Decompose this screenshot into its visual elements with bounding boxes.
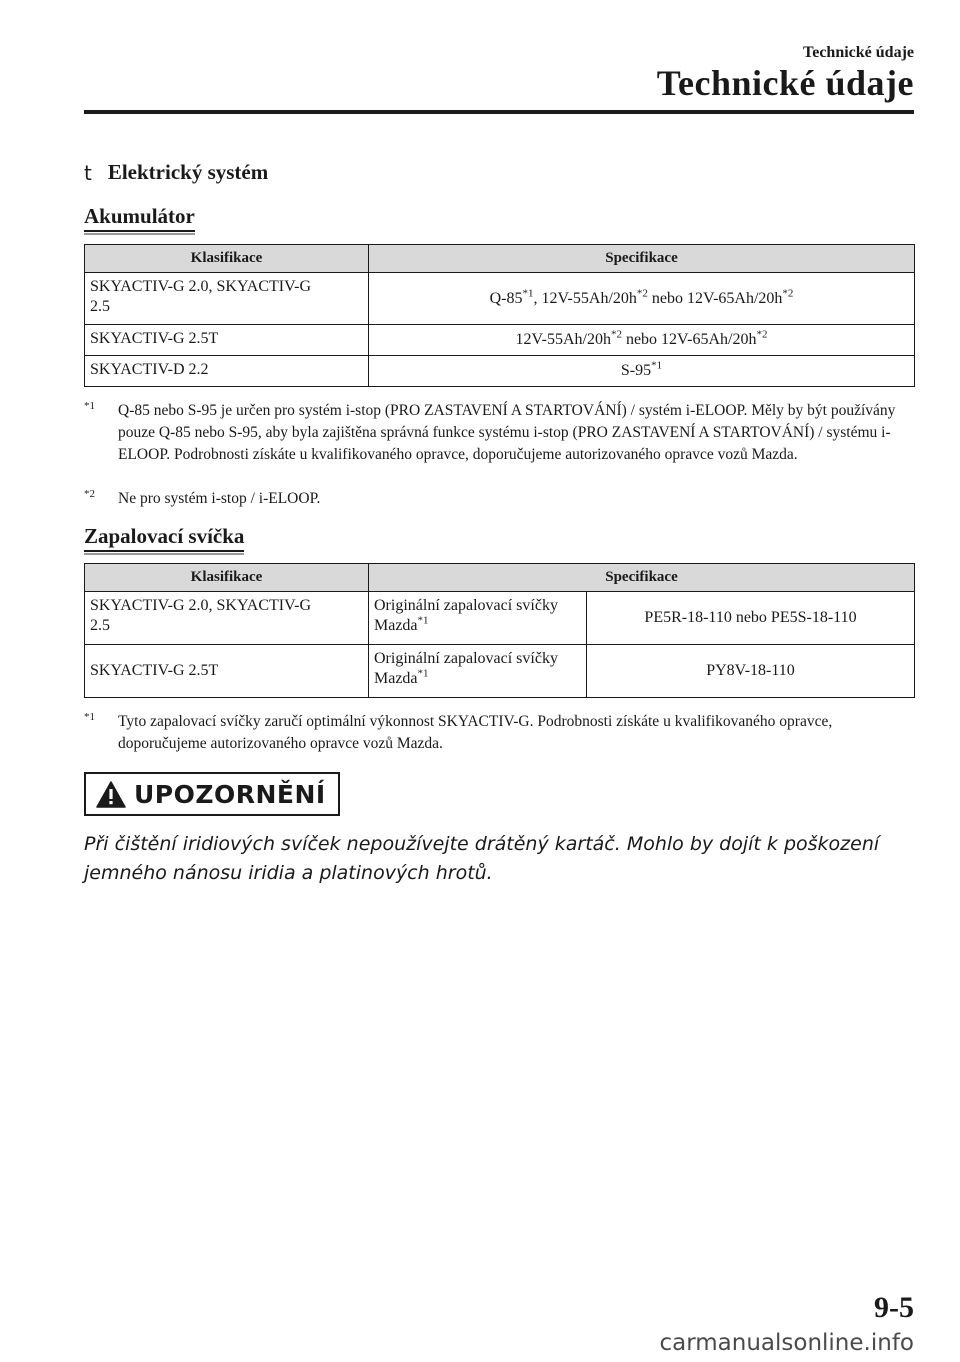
section-heading: [84, 160, 268, 185]
column-header-classification: Klasifikace: [85, 564, 369, 592]
footnote-mark: *1: [84, 710, 95, 723]
specification-cell: S-95$^{*1}$: [369, 356, 915, 387]
warning-triangle-icon: [96, 781, 126, 808]
battery-heading: Akumulátor: [84, 204, 195, 232]
footnote-mark: *2: [84, 487, 95, 500]
plug-type-cell: Originální zapalovací svíčky Mazda$^{*1}$: [369, 592, 587, 645]
caution-text: Při čištění iridiových svíček nepoužívejte drátěný kartáč. Mohlo by dojít k poškození jemného nánosu iridia a platinových hrotů.: [84, 833, 880, 884]
classification-cell: SKYACTIV-G 2.0, SKYACTIV-G 2.5: [85, 592, 369, 645]
footnote: [84, 400, 914, 466]
footnote-text: Q-85 nebo S-95 je určen pro systém i-stop (PRO ZASTAVENÍ A STARTOVÁNÍ) / systém i-ELOOP. Měly by být používány pouze Q-85 nebo S-95, aby byla zajištěna správná funkce systému i-stop (PRO ZASTAVENÍ A STARTOVÁNÍ) / systému i-ELOOP. Podrobnosti získáte u kvalifikovaného opravce, doporučujeme autorizovaného opravce vozů Mazda.: [118, 402, 896, 463]
battery-table: [84, 244, 915, 387]
page-number: 9-5: [874, 1291, 914, 1324]
column-header-specification: Specifikace: [369, 245, 915, 273]
column-header-classification: Klasifikace: [85, 245, 369, 273]
classification-cell: SKYACTIV-G 2.0, SKYACTIV-G 2.5: [85, 273, 369, 325]
watermark: carmanualsonline.info: [659, 1330, 914, 1356]
section-title: Elektrický systém: [107, 160, 269, 184]
spark-plug-heading: Zapalovací svíčka: [84, 524, 244, 552]
table-row: [85, 356, 915, 387]
footnote-text: Tyto zapalovací svíčky zaručí optimální výkonnost SKYACTIV-G. Podrobnosti získáte u kvalifikovaného opravce, doporučujeme autorizovaného opravce vozů Mazda.: [118, 713, 833, 752]
classification-cell: SKYACTIV-D 2.2: [85, 356, 369, 387]
table-header-row: [85, 564, 915, 592]
table-row: [85, 592, 915, 645]
section-bullet-icon: t: [84, 160, 92, 185]
footnote-text: Ne pro systém i-stop / i-ELOOP.: [118, 490, 321, 507]
chapter-title: Technické údaje: [656, 63, 914, 103]
column-header-specification: Specifikace: [369, 564, 915, 592]
specification-cell: Q-85$^{*1}$, $12V-55Ah/20h^{*2}$ nebo $12V-65Ah/20h^{*2}$: [369, 273, 915, 325]
table-row: [85, 273, 915, 325]
running-header: Technické údaje: [803, 44, 914, 61]
footnote-mark: *1: [84, 399, 95, 412]
spark-plug-table: [84, 563, 915, 698]
plug-type-cell: Originální zapalovací svíčky Mazda$^{*1}$: [369, 645, 587, 698]
header-rule: [84, 110, 914, 114]
classification-cell: SKYACTIV-G 2.5T: [85, 325, 369, 356]
caution-label: UPOZORNĚNÍ: [134, 779, 326, 809]
footnote: [84, 711, 914, 755]
footnote: [84, 488, 914, 510]
part-number-cell: PE5R-18-110 nebo PE5S-18-110: [587, 592, 915, 645]
part-number-cell: PY8V-18-110: [587, 645, 915, 698]
table-header-row: [85, 245, 915, 273]
table-row: [85, 645, 915, 698]
caution-box: [84, 772, 340, 816]
specification-cell: $12V-55Ah/20h^{*2}$ nebo $12V-65Ah/20h^{*2}$: [369, 325, 915, 356]
table-row: [85, 325, 915, 356]
classification-cell: SKYACTIV-G 2.5T: [85, 645, 369, 698]
